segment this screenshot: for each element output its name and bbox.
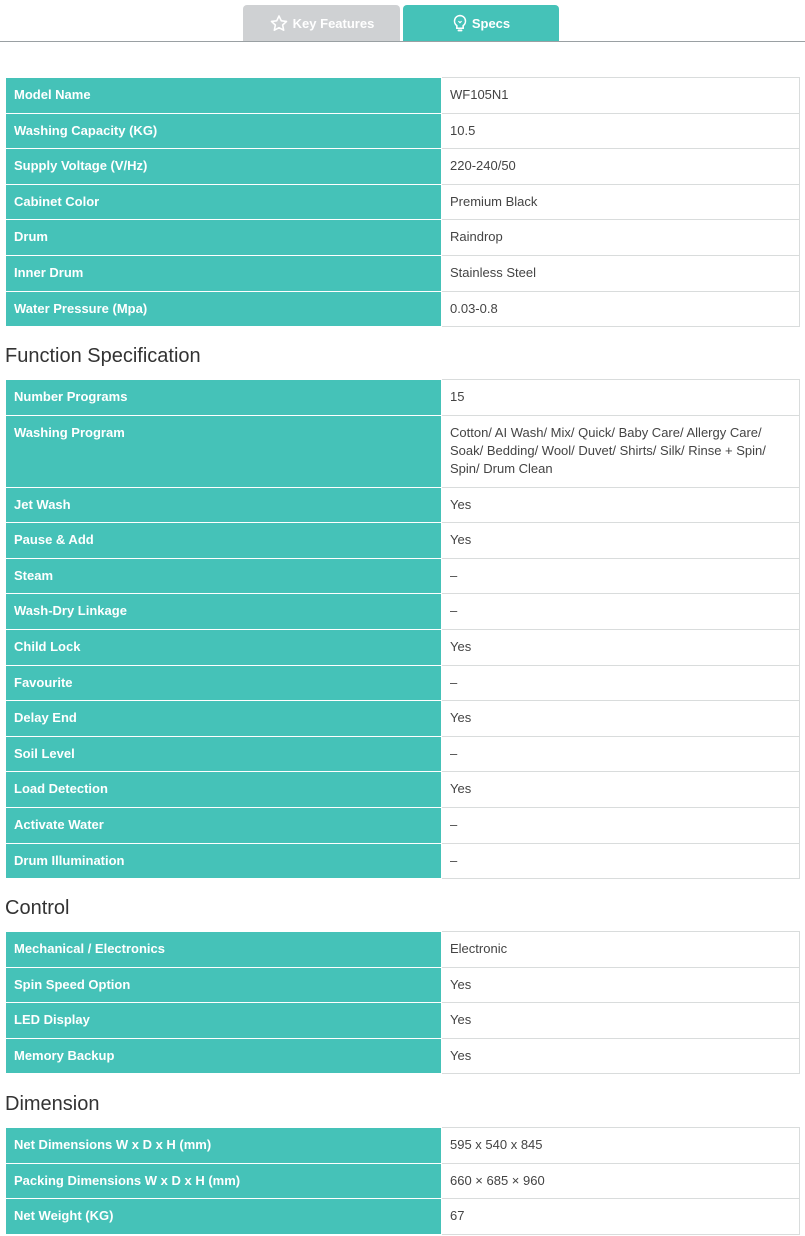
spec-row (6, 380, 800, 416)
spec-row (6, 701, 800, 737)
tab-key-features[interactable] (243, 5, 400, 41)
spec-row (6, 184, 800, 220)
spec-value: Stainless Steel (442, 255, 800, 291)
spec-row (6, 629, 800, 665)
spec-row (6, 665, 800, 701)
spec-label: Cabinet Color (6, 184, 442, 220)
spec-value: WF105N1 (442, 78, 800, 114)
spec-label: Packing Dimensions W x D x H (mm) (6, 1163, 442, 1199)
lightbulb-icon (452, 14, 468, 33)
spec-row (6, 149, 800, 185)
spec-value: 595 x 540 x 845 (442, 1128, 800, 1164)
spec-value: – (442, 665, 800, 701)
spec-label: Soil Level (6, 736, 442, 772)
spec-label: Drum (6, 220, 442, 256)
spec-label: Steam (6, 558, 442, 594)
spec-label: Mechanical / Electronics (6, 932, 442, 968)
spec-row (6, 1128, 800, 1164)
spec-label: Model Name (6, 78, 442, 114)
spec-row (6, 1163, 800, 1199)
spec-label: LED Display (6, 1003, 442, 1039)
spec-label: Drum Illumination (6, 843, 442, 879)
spec-row (6, 78, 800, 114)
spec-value: 67 (442, 1199, 800, 1235)
spec-row (6, 1038, 800, 1074)
spec-value: – (442, 843, 800, 879)
spec-value: Yes (442, 629, 800, 665)
spec-value: 660 × 685 × 960 (442, 1163, 800, 1199)
spec-value: – (442, 558, 800, 594)
general-spec-table (5, 77, 800, 327)
tab-bar (0, 5, 805, 42)
spec-label: Number Programs (6, 380, 442, 416)
spec-value: Raindrop (442, 220, 800, 256)
spec-value: 0.03-0.8 (442, 291, 800, 327)
spec-value: 15 (442, 380, 800, 416)
spec-value: – (442, 594, 800, 630)
spec-row (6, 487, 800, 523)
function-spec-table (5, 379, 800, 879)
spec-value: Yes (442, 1003, 800, 1039)
spec-value: Electronic (442, 932, 800, 968)
spec-row (6, 415, 800, 487)
tab-specs-label: Specs (471, 15, 511, 31)
spec-value: – (442, 736, 800, 772)
spec-row (6, 807, 800, 843)
spec-row (6, 523, 800, 559)
spec-value: Yes (442, 487, 800, 523)
control-spec-table (5, 931, 800, 1074)
spec-label: Net Weight (KG) (6, 1199, 442, 1235)
spec-row (6, 932, 800, 968)
spec-label: Spin Speed Option (6, 967, 442, 1003)
spec-row (6, 594, 800, 630)
spec-label: Favourite (6, 665, 442, 701)
spec-label: Supply Voltage (V/Hz) (6, 149, 442, 185)
spec-row (6, 736, 800, 772)
spec-value: Yes (442, 523, 800, 559)
tab-specs[interactable] (403, 5, 559, 41)
spec-label: Jet Wash (6, 487, 442, 523)
spec-label: Net Dimensions W x D x H (mm) (6, 1128, 442, 1164)
spec-value: Cotton/ AI Wash/ Mix/ Quick/ Baby Care/ Allergy Care/ Soak/ Bedding/ Wool/ Duvet/ Shirts/ Silk/ Rinse + Spin/ Spin/ Drum Clean (442, 415, 800, 487)
spec-value: – (442, 807, 800, 843)
spec-label: Washing Program (6, 415, 442, 487)
spec-value: Premium Black (442, 184, 800, 220)
spec-value: Yes (442, 701, 800, 737)
spec-value: Yes (442, 772, 800, 808)
spec-row (6, 558, 800, 594)
spec-label: Pause & Add (6, 523, 442, 559)
dimension-section-title: Dimension (5, 1093, 100, 1115)
spec-label: Wash-Dry Linkage (6, 594, 442, 630)
function-section-title: Function Specification (5, 345, 201, 367)
control-section-title: Control (5, 897, 70, 919)
spec-label: Activate Water (6, 807, 442, 843)
spec-value: 220-240/50 (442, 149, 800, 185)
spec-row (6, 113, 800, 149)
spec-value: 10.5 (442, 113, 800, 149)
star-icon (269, 14, 289, 33)
spec-row (6, 255, 800, 291)
spec-row (6, 291, 800, 327)
spec-row (6, 772, 800, 808)
spec-label: Washing Capacity (KG) (6, 113, 442, 149)
spec-label: Load Detection (6, 772, 442, 808)
spec-label: Inner Drum (6, 255, 442, 291)
spec-label: Water Pressure (Mpa) (6, 291, 442, 327)
spec-row (6, 1003, 800, 1039)
spec-row (6, 843, 800, 879)
spec-row (6, 967, 800, 1003)
spec-value: Yes (442, 967, 800, 1003)
spec-label: Delay End (6, 701, 442, 737)
dimension-spec-table (5, 1127, 800, 1235)
spec-label: Memory Backup (6, 1038, 442, 1074)
tab-key-features-label: Key Features (292, 15, 375, 31)
spec-label: Child Lock (6, 629, 442, 665)
spec-row (6, 220, 800, 256)
spec-value: Yes (442, 1038, 800, 1074)
spec-row (6, 1199, 800, 1235)
